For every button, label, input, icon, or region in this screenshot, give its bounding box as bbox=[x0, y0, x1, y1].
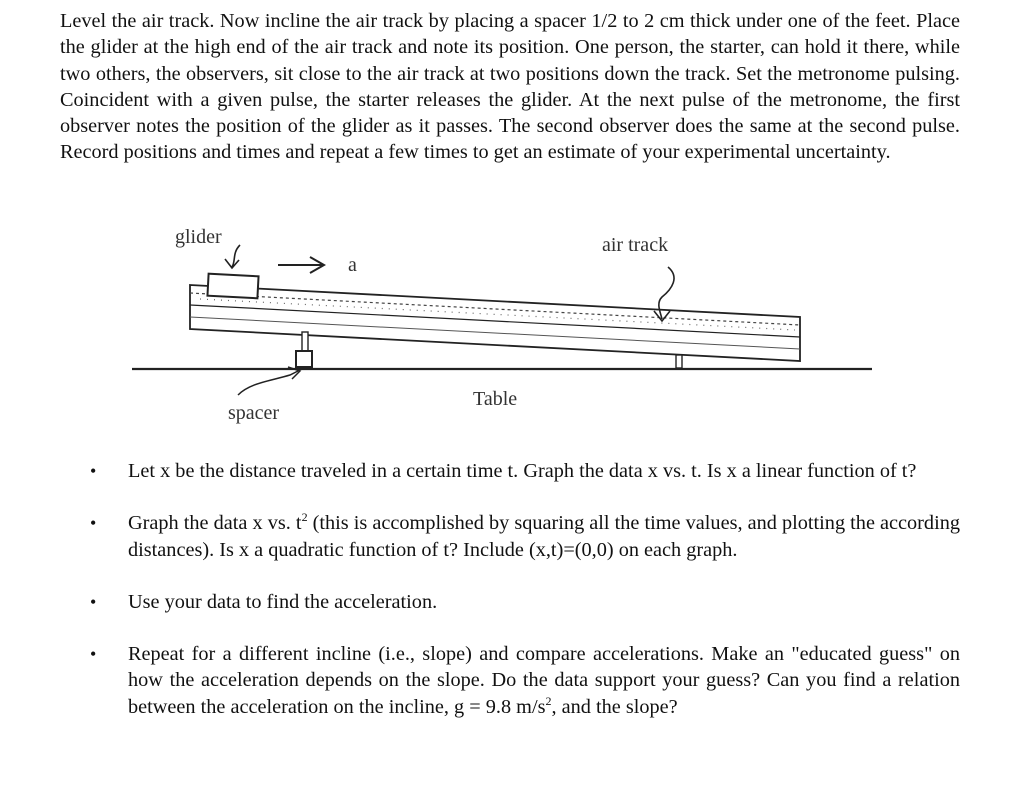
question-list bbox=[60, 458, 960, 720]
squared-superscript: 2 bbox=[545, 693, 552, 708]
intro-paragraph: Level the air track. Now incline the air track by placing a spacer 1/2 to 2 cm thick under one of the feet. Place the glider at the high end of the air track and note its position. One person, the starter, can hold it there, while two others, the observers, sit close to the air track at two positions down the track. Set the metronome pulsing. Coincident with a given pulse, the starter releases the glider. At the next pulse of the metronome, the first observer notes the position of the glider as it passes. The second observer does the same at the second pulse. Record positions and times and repeat a few times to get an estimate of your experimental uncertainty. bbox=[60, 10, 960, 164]
air-track-diagram bbox=[120, 215, 880, 435]
bullet-marker: • bbox=[90, 461, 97, 481]
question-text: Use your data to find the acceleration. bbox=[128, 590, 438, 613]
spacer-label: spacer bbox=[228, 402, 280, 424]
air-track-label: air track bbox=[602, 234, 669, 256]
question-text-part1: Graph the data x vs. t bbox=[128, 512, 302, 535]
question-item bbox=[60, 589, 960, 615]
spacer-pointer-arrow bbox=[238, 367, 300, 395]
left-foot bbox=[302, 332, 308, 352]
glider-block bbox=[207, 274, 258, 299]
question-text-part2: (this is accomplished by squaring all the time values, and plotting the according distances). Is x a quadratic function of t? Include (x,t)=(0,0) on each graph. bbox=[128, 512, 960, 561]
question-text-part2: , and the slope? bbox=[551, 695, 678, 718]
bullet-marker: • bbox=[90, 644, 97, 665]
bullet-marker: • bbox=[90, 591, 97, 612]
question-item bbox=[60, 458, 960, 484]
glider-pointer-arrow bbox=[225, 245, 240, 268]
bullet-marker: • bbox=[90, 513, 97, 534]
right-foot bbox=[676, 355, 682, 368]
air-track-figure bbox=[120, 215, 880, 435]
question-text: Let x be the distance traveled in a certain time t. Graph the data x vs. t. Is x a linear function of t? bbox=[128, 460, 917, 482]
acceleration-label: a bbox=[348, 254, 357, 276]
question-item bbox=[60, 510, 960, 563]
air-track-body bbox=[190, 285, 800, 361]
squared-superscript: 2 bbox=[301, 510, 308, 525]
question-item bbox=[60, 641, 960, 720]
table-label: Table bbox=[473, 388, 518, 410]
glider-label: glider bbox=[175, 226, 222, 248]
spacer-block bbox=[296, 351, 312, 367]
question-text-part1: Repeat for a different incline (i.e., slope) and compare accelerations. Make an "educated guess" on how the acceleration depends on the slope. Do the data support your guess? Can you find a relation between the acceleration on the incline, g = 9.8 m/s bbox=[128, 643, 960, 718]
